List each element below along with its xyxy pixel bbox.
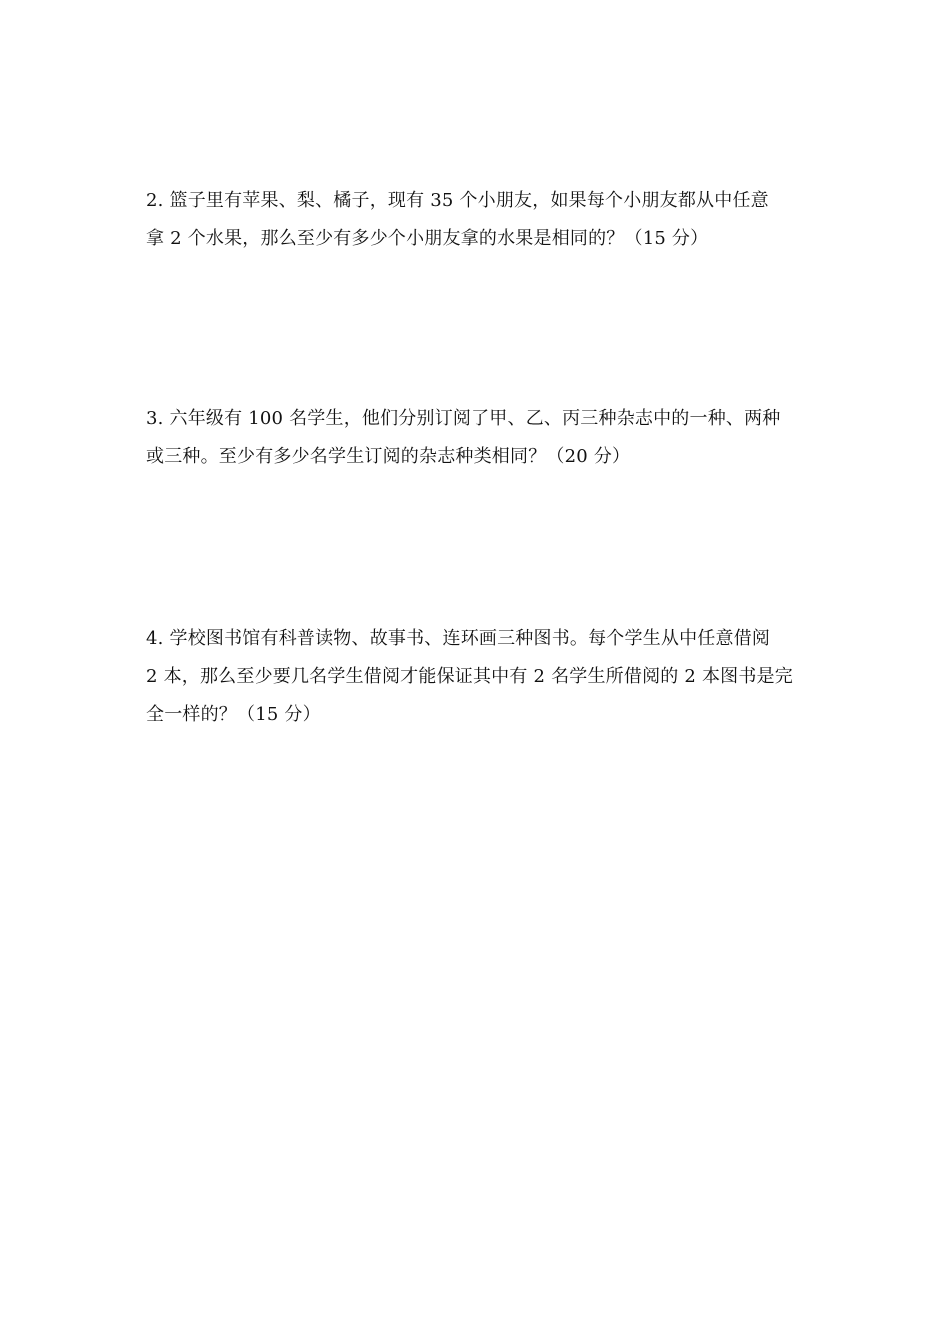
question-3-line-1: 3. 六年级有 100 名学生，他们分别订阅了甲、乙、丙三种杂志中的一种、两种 [146,408,781,429]
question-2 [146,182,810,258]
question-4 [146,620,810,734]
question-3-line-2: 或三种。至少有多少名学生订阅的杂志种类相同？（20 分） [146,446,631,467]
question-2-line-1: 2. 篮子里有苹果、梨、橘子，现有 35 个小朋友，如果每个小朋友都从中任意 [146,190,769,211]
question-3 [146,400,810,476]
question-4-line-3: 全一样的？（15 分） [146,704,321,725]
question-4-line-2: 2 本，那么至少要几名学生借阅才能保证其中有 2 名学生所借阅的 2 本图书是完 [146,666,793,687]
question-4-line-1: 4. 学校图书馆有科普读物、故事书、连环画三种图书。每个学生从中任意借阅 [146,628,771,649]
question-2-line-2: 拿 2 个水果，那么至少有多少个小朋友拿的水果是相同的？（15 分） [146,228,709,249]
